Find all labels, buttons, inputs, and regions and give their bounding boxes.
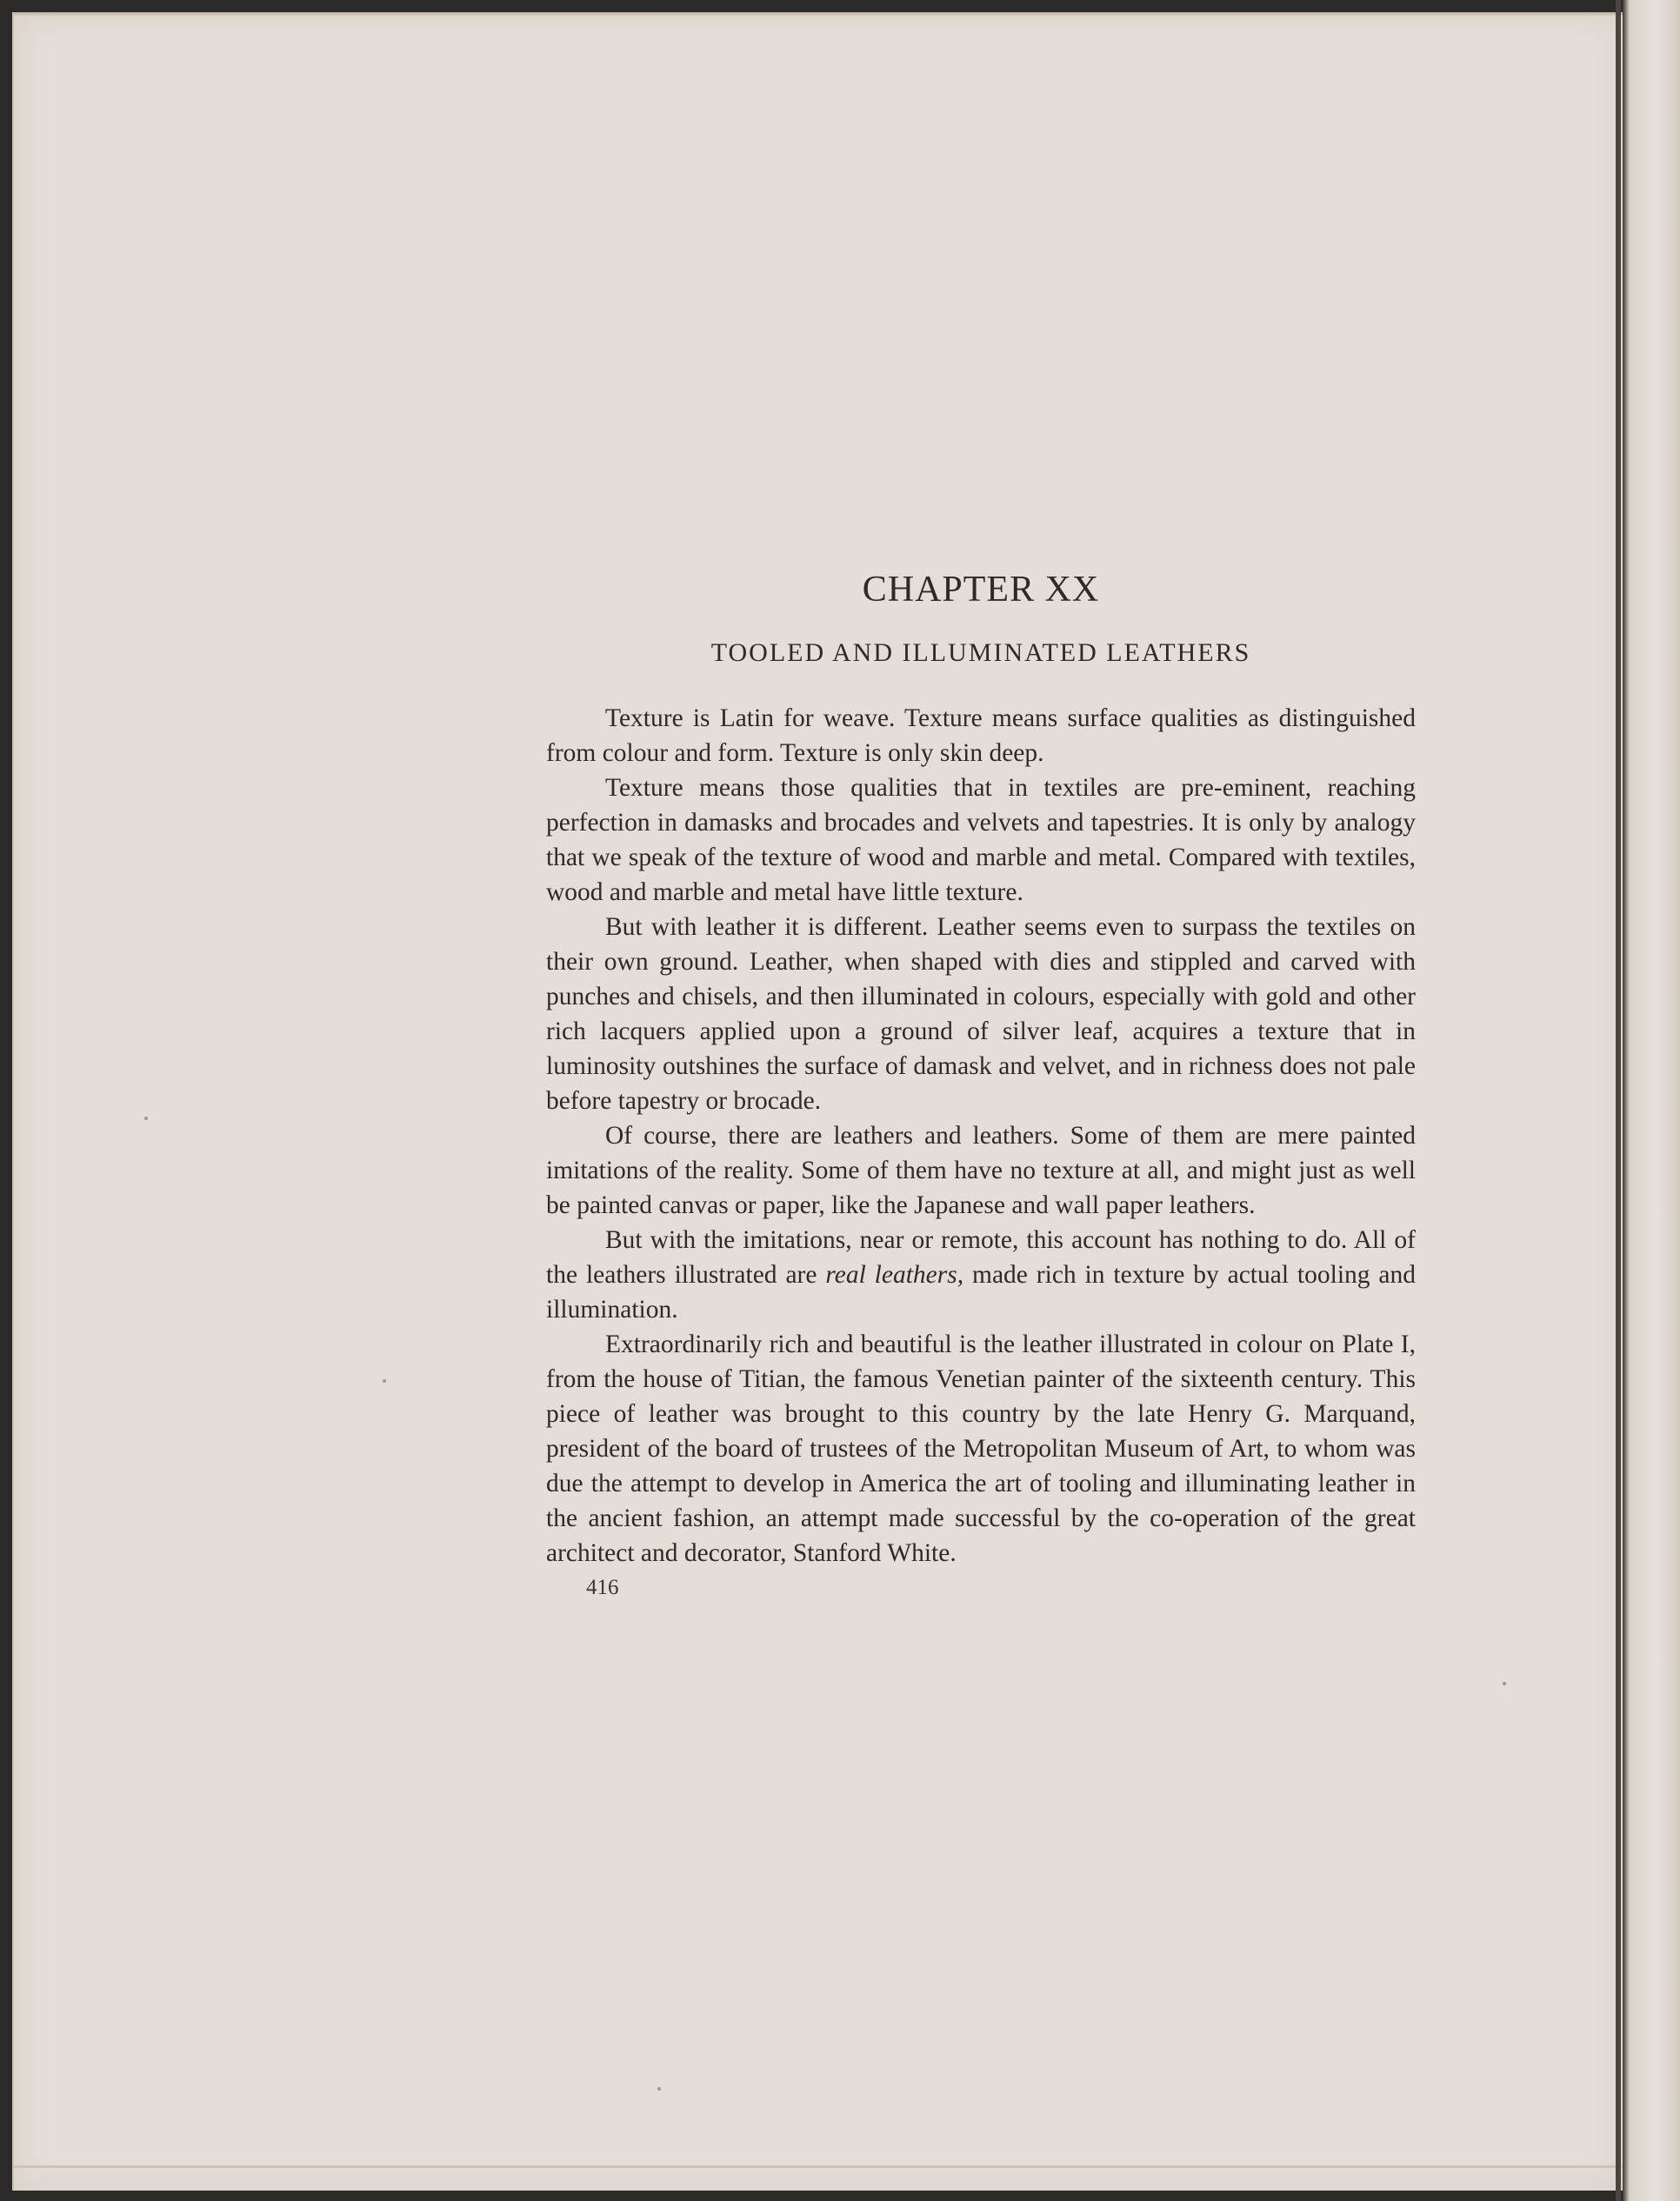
paragraph-text: made rich in texture by actual tooling and illumination. (546, 1261, 1417, 1324)
paragraph: Texture means those qualities that in textiles are pre-eminent, reaching perfection in damasks and brocades and velvets and tapestries. It is only by analogy that we speak of the texture of wood and marble and metal. Compared with textiles, wood and marble and metal have little texture. (546, 774, 1416, 906)
page-top-edge (14, 12, 1624, 17)
paragraph (546, 1223, 1416, 1327)
paragraph-text: But with the imitations, near or remote, this account has nothing to do. All of the leathers illustrated are (546, 1226, 1416, 1289)
paragraph: But with leather it is different. Leather seems even to surpass the textiles on their own ground. Leather, when shaped with dies and stippled and carved with punches and chisels, and then illuminated in colours, especially with gold and other rich lacquers applied upon a ground of silver leaf, acquires a texture that in luminosity outshines the surface of damask and velvet, and in richness does not pale before tapestry or brocade. (546, 913, 1416, 1115)
page-number: 416 (586, 1576, 619, 1599)
paragraph: Extraordinarily rich and beautiful is the leather illustrated in colour on Plate I, from the house of Titian, the famous Venetian painter of the sixteenth century. This piece of leather was brought to this country by the late Henry G. Marquand, president of the board of trustees of the Metropolitan Museum of Art, to whom was due the attempt to develop in America the art of tooling and illuminating leather in the ancient fashion, an attempt made successful by the co-operation of the great architect and decorator, Stanford White. (546, 1331, 1416, 1567)
adjacent-page-edge (1623, 0, 1680, 2201)
page-bottom-edge (14, 2165, 1624, 2168)
paper-speck (1503, 1682, 1506, 1685)
paper-speck (383, 1379, 386, 1383)
book-page (12, 12, 1624, 2191)
chapter-subtitle: TOOLED AND ILLUMINATED LEATHERS (710, 638, 1251, 667)
paper-speck (657, 2087, 661, 2091)
chapter-content (546, 569, 1416, 1600)
binding-shadow (1616, 0, 1621, 2201)
paragraph: Texture is Latin for weave. Texture means surface qualities as distinguished from colour and form. Texture is only skin deep. (546, 704, 1416, 767)
paper-speck (144, 1117, 148, 1120)
emphasized-text: real leathers, (825, 1261, 964, 1289)
paragraph: Of course, there are leathers and leathers. Some of them are mere painted imitations of the reality. Some of them have no texture at all, and might just as well be painted canvas or paper, like the Japanese and wall paper leathers. (546, 1122, 1416, 1219)
chapter-title: CHAPTER XX (862, 570, 1100, 610)
